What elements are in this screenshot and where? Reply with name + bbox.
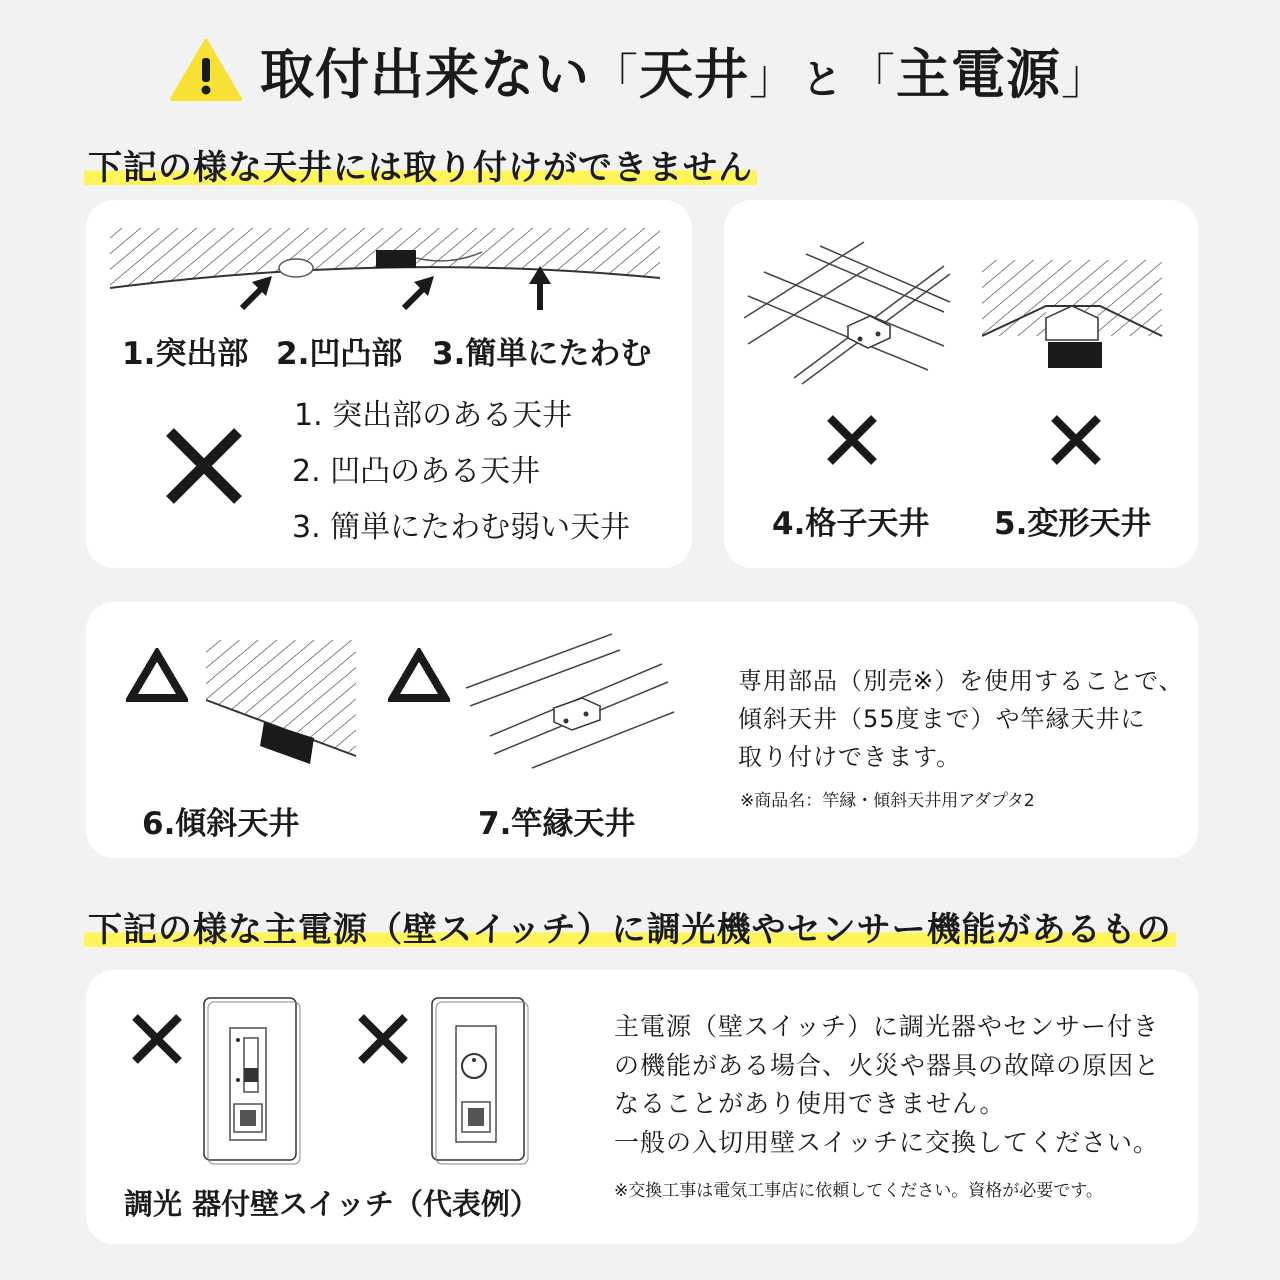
switch-caption: 調光 器付壁スイッチ（代表例） (124, 1187, 539, 1221)
label-uneven: 2.凹凸部 (276, 336, 403, 372)
card-wall-switch (86, 970, 1198, 1244)
label-lattice-ceiling: 4.格子天井 (772, 506, 930, 542)
adapter-note: ※商品名：竿縁・傾斜天井用アダプタ2 (740, 791, 1035, 811)
cross-icon (356, 1012, 410, 1066)
card-sloped-ceiling (86, 602, 1198, 858)
description-line: 傾斜天井（55度まで）や竿縁天井に (738, 705, 1146, 733)
triangle-icon (388, 648, 450, 704)
description-line: 取り付けできます。 (738, 743, 962, 771)
arrow-up-icon (398, 272, 438, 312)
list-item: 3. 簡単にたわむ弱い天井 (292, 510, 631, 545)
label-sloped-ceiling: 6.傾斜天井 (142, 806, 300, 842)
deformed-ceiling-illustration (982, 256, 1168, 376)
dial-switch-illustration (428, 994, 530, 1166)
title-keyword-ceiling: 天井 (638, 42, 749, 106)
list-item: 2. 凹凸のある天井 (292, 454, 541, 489)
lattice-ceiling-illustration (744, 236, 954, 386)
label-rod-ceiling: 7.竿縁天井 (478, 806, 636, 842)
description-line: の機能がある場合、火災や器具の故障の原因と (614, 1050, 1161, 1080)
description-line: 専用部品（別売※）を使用することで、 (738, 667, 1184, 695)
rod-ceiling-illustration (462, 628, 682, 778)
section-power-heading: 下記の様な主電源（壁スイッチ）に調光機やセンサー機能があるもの (84, 902, 1176, 951)
label-protrusion: 1.突出部 (122, 336, 249, 372)
cross-icon (130, 1012, 184, 1066)
card-ceiling-protrusion (86, 200, 692, 568)
description-line: 一般の入切用壁スイッチに交換してください。 (614, 1127, 1160, 1157)
triangle-icon (126, 648, 188, 704)
adapter-description (738, 662, 1184, 776)
card-lattice-deformed (724, 200, 1198, 568)
section-ceiling-heading: 下記の様な天井には取り付けができません (84, 140, 757, 189)
label-flexible: 3.簡単にたわむ (432, 336, 652, 372)
description-line: 主電源（壁スイッチ）に調光器やセンサー付き (614, 1012, 1160, 1041)
title-bracket-close-1: 」 (748, 48, 798, 105)
title-bracket-open-1: 「 (589, 48, 639, 105)
ceiling-profile-illustration (110, 222, 670, 312)
dimmer-switch-illustration (200, 994, 302, 1166)
title-bracket-open-2: 「 (847, 48, 897, 105)
power-note: ※交換工事は電気工事店に依頼してください。資格が必要です。 (614, 1181, 1103, 1201)
power-description (614, 1008, 1160, 1162)
cross-icon (1050, 414, 1102, 466)
page-title (0, 30, 1280, 110)
sloped-ceiling-illustration (204, 638, 364, 768)
title-and: と (802, 56, 843, 103)
label-deformed-ceiling: 5.変形天井 (994, 506, 1152, 542)
title-bracket-close-2: 」 (1061, 48, 1111, 105)
list-item: 1. 突出部のある天井 (294, 398, 573, 433)
cross-icon (164, 426, 244, 506)
description-line: なることがあり使用できません。 (614, 1089, 1006, 1118)
arrow-up-icon (236, 272, 276, 312)
cross-icon (826, 414, 878, 466)
title-keyword-power: 主電源 (896, 42, 1062, 106)
title-main: 取付出来ない (259, 42, 590, 106)
warning-icon (170, 38, 242, 102)
arrow-up-icon (526, 266, 554, 312)
